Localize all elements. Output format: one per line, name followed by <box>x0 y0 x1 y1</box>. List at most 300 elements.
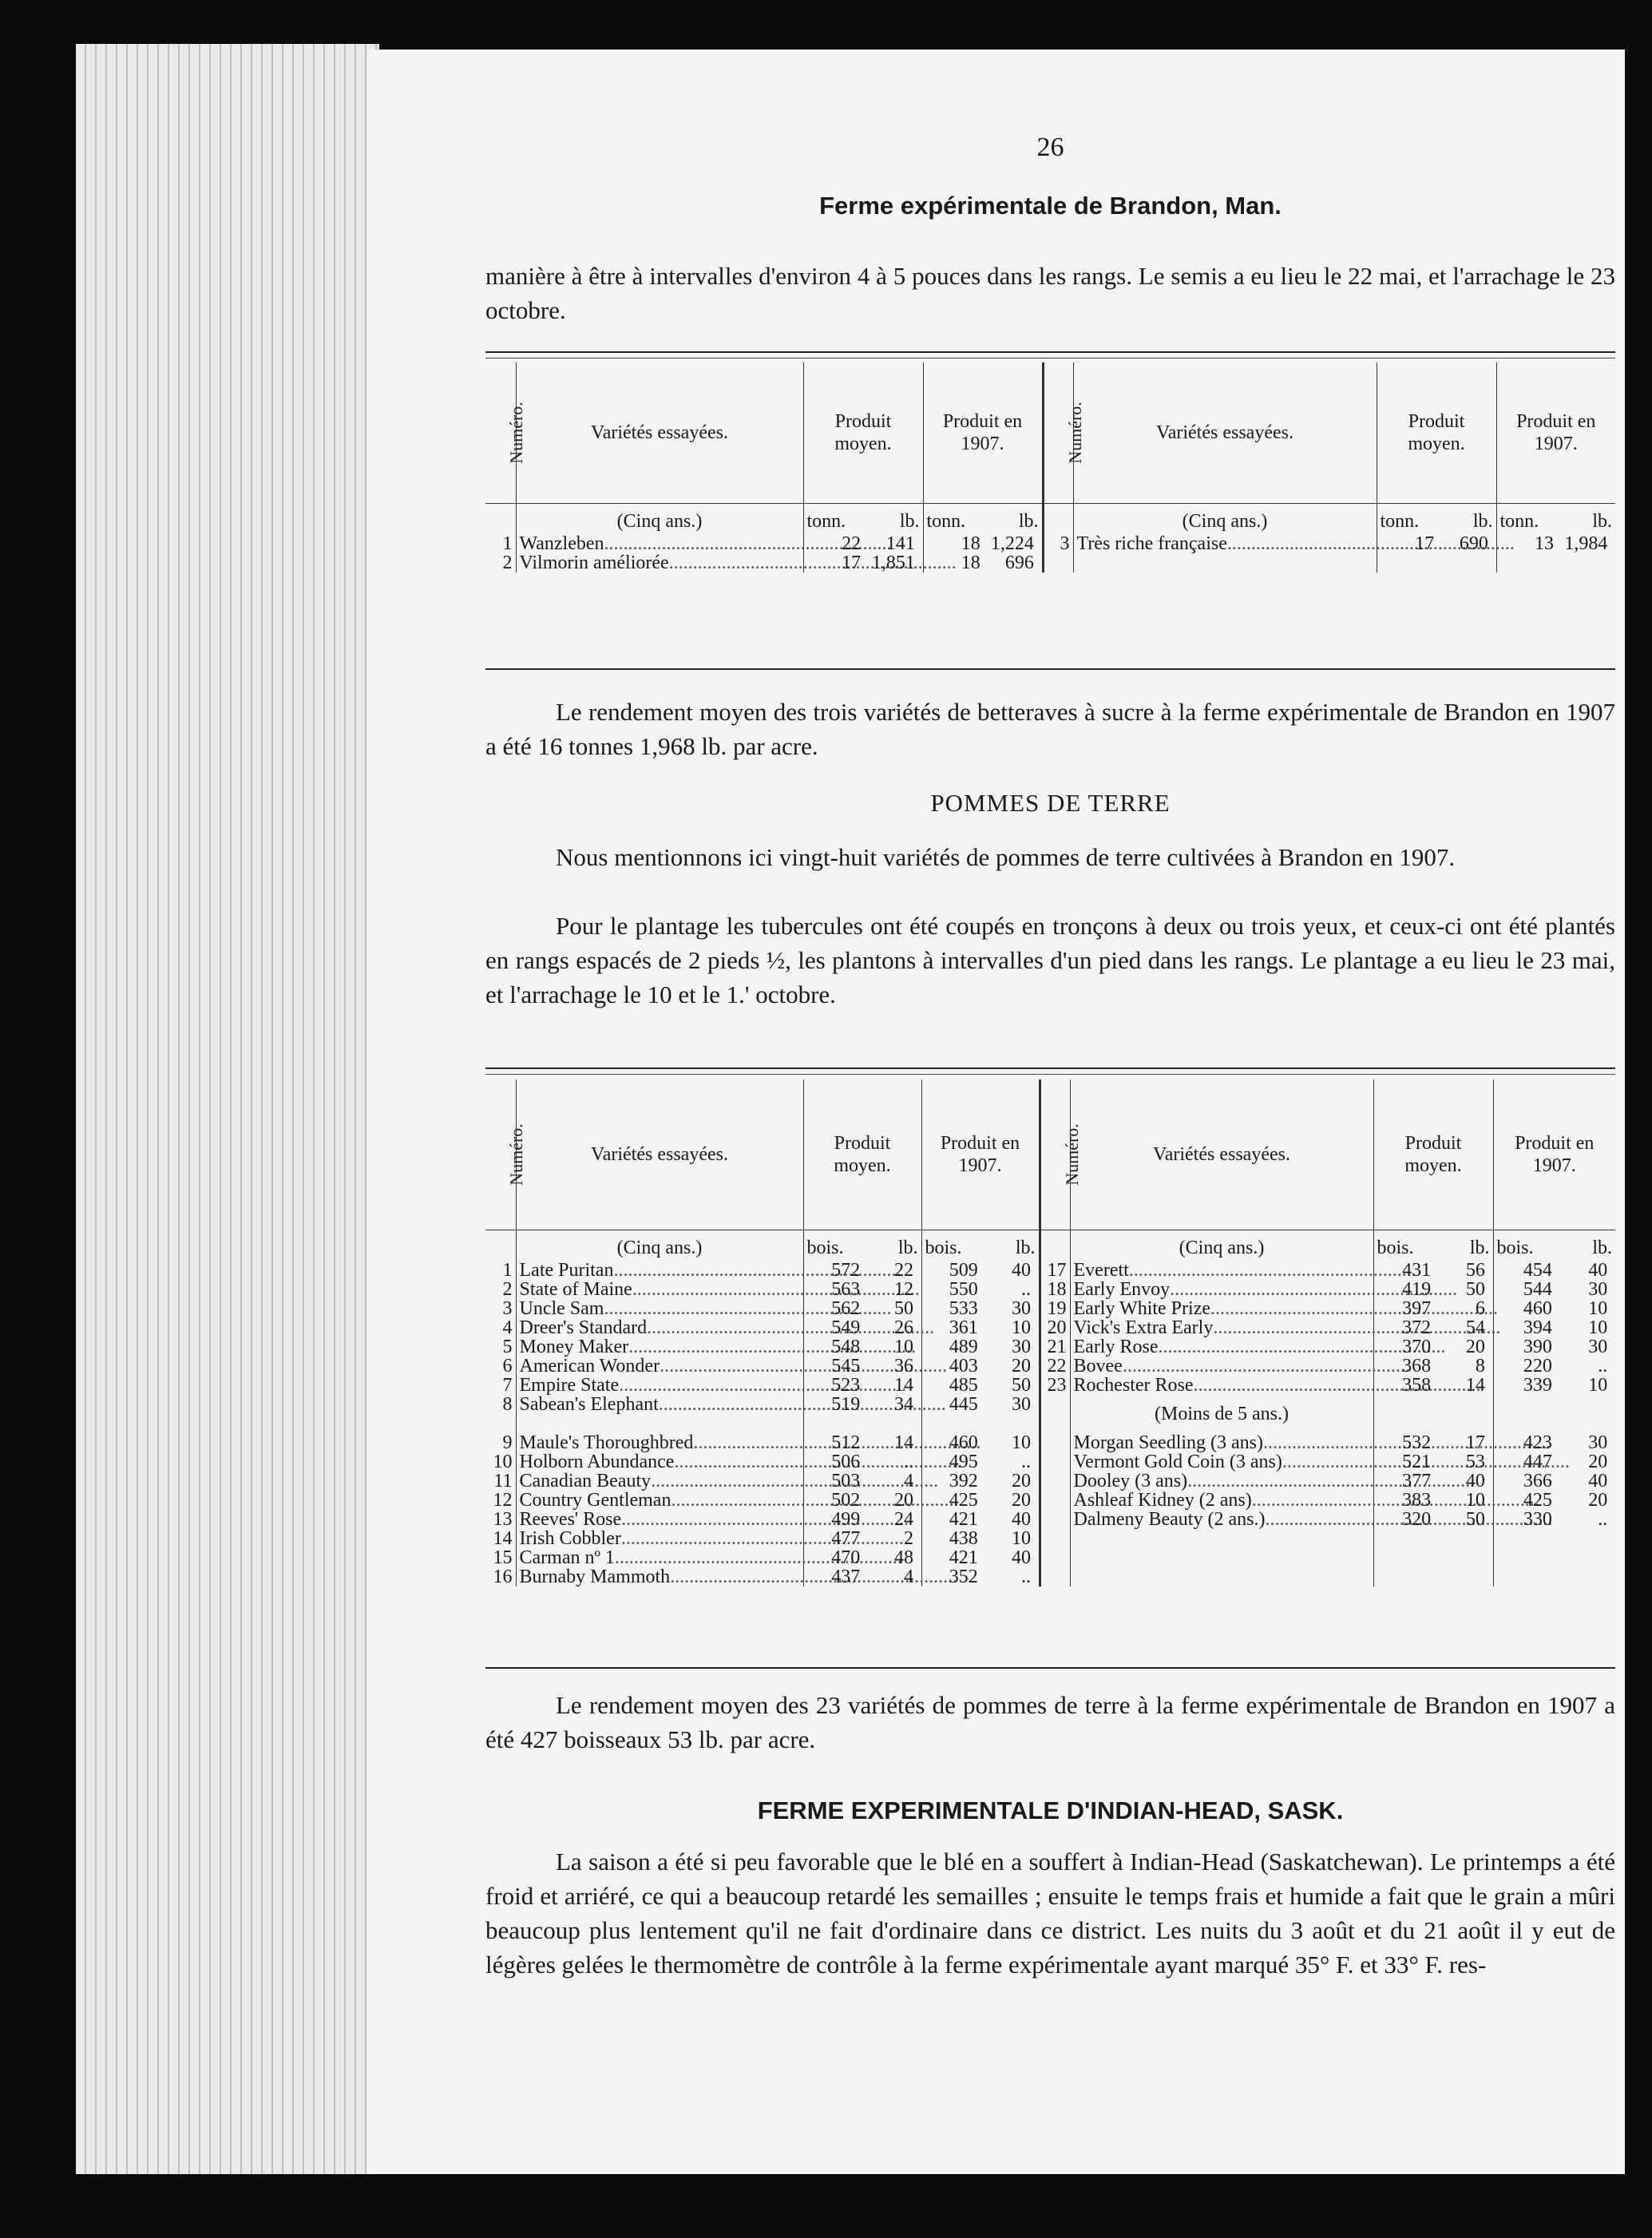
header-avg-yield: Produit moyen. <box>803 1079 921 1230</box>
value: 460 <box>949 1432 978 1453</box>
row-number: 15 <box>485 1548 516 1567</box>
potato-yield-table <box>485 1079 1615 1586</box>
book-page-edges <box>76 44 379 2174</box>
value: 18 <box>961 552 981 573</box>
empty-cell <box>1070 1567 1373 1586</box>
average-yield <box>1373 1452 1493 1472</box>
header-avg-yield: Produit moyen. <box>1377 362 1496 503</box>
row-number: 23 <box>1040 1376 1070 1395</box>
table-row <box>485 1491 1615 1510</box>
value: 383 <box>1402 1489 1432 1511</box>
value: 470 <box>831 1547 861 1568</box>
value: 40 <box>1588 1259 1608 1281</box>
value: 10 <box>893 1336 913 1357</box>
value: 220 <box>1523 1355 1552 1376</box>
section-heading-potatoes: POMMES DE TERRE <box>930 789 1171 817</box>
page-number: 26 <box>1036 133 1064 162</box>
empty-cell <box>1493 1395 1615 1433</box>
value: 454 <box>1523 1259 1552 1281</box>
yield-1907 <box>1493 1299 1615 1318</box>
value: 421 <box>949 1508 978 1530</box>
variety-name: Money Maker ..... <box>516 1337 803 1357</box>
subheading: (Cinq ans.) <box>1070 1230 1373 1261</box>
potato-paragraph-1: Nous mentionnons ici vingt-huit variétés de pommes de terre cultivées à Brandon en 1907. <box>556 843 1456 871</box>
value: 10 <box>1011 1432 1031 1453</box>
yield-1907 <box>923 534 1043 553</box>
document-page <box>367 50 1625 2174</box>
value: 330 <box>1523 1508 1552 1530</box>
value: 368 <box>1402 1355 1432 1376</box>
value: 397 <box>1402 1297 1432 1319</box>
unit-label: bois. <box>925 1237 962 1258</box>
value: 392 <box>949 1470 978 1491</box>
yield-1907 <box>1493 1376 1615 1395</box>
value: 17 <box>1415 533 1435 554</box>
header-number: Numéro. <box>485 1079 516 1230</box>
yield-1907 <box>921 1261 1040 1280</box>
table-row <box>485 1376 1615 1395</box>
value: 690 <box>1459 533 1488 554</box>
value: 519 <box>831 1393 861 1415</box>
empty-cell <box>1373 1395 1493 1433</box>
table-row <box>485 1472 1615 1491</box>
yield-1907 <box>1493 1472 1615 1491</box>
yield-1907 <box>923 553 1043 572</box>
header-variety: Variétés essayées. <box>516 1079 803 1230</box>
row-number: 10 <box>485 1452 516 1472</box>
value: 17 <box>842 552 862 573</box>
yield-1907 <box>1493 1261 1615 1280</box>
average-yield <box>803 534 923 553</box>
table-row <box>485 1261 1615 1280</box>
yield-1907 <box>921 1299 1040 1318</box>
table-bottom-rule <box>485 1667 1615 1669</box>
unit-label: lb. <box>1472 510 1493 532</box>
variety-name: Holborn Abundance ..... <box>516 1452 803 1472</box>
empty-cell <box>1496 553 1615 572</box>
row-number: 4 <box>485 1318 516 1337</box>
value: 485 <box>949 1374 978 1396</box>
value: 509 <box>949 1259 978 1281</box>
value: 352 <box>949 1566 978 1587</box>
value: 20 <box>1011 1355 1031 1376</box>
header-variety: Variétés essayées. <box>1070 1079 1373 1230</box>
variety-name: Late Puritan ..... <box>516 1261 803 1280</box>
unit-label: tonn. <box>806 510 846 532</box>
table-row <box>485 553 1615 572</box>
value: .. <box>1598 1355 1608 1376</box>
yield-1907 <box>921 1529 1040 1548</box>
empty-cell <box>1377 553 1496 572</box>
value: 403 <box>949 1355 978 1376</box>
value: .. <box>1020 1566 1031 1587</box>
value: 40 <box>1588 1470 1608 1491</box>
value: 550 <box>949 1278 978 1300</box>
value: 17 <box>1465 1432 1485 1453</box>
value: 445 <box>949 1393 978 1415</box>
value: 394 <box>1523 1317 1552 1338</box>
variety-name: Vilmorin améliorée ..... <box>516 553 803 572</box>
header-yield-1907: Produit en 1907. <box>923 362 1043 503</box>
average-yield <box>1373 1472 1493 1491</box>
variety-name: Dreer's Standard ..... <box>516 1318 803 1337</box>
yield-1907 <box>1493 1357 1615 1376</box>
variety-name: Rochester Rose ..... <box>1070 1376 1373 1395</box>
empty-cell <box>1070 1548 1373 1567</box>
value: 532 <box>1402 1432 1432 1453</box>
table-row <box>485 1318 1615 1337</box>
row-number: 7 <box>485 1376 516 1395</box>
value: 423 <box>1523 1432 1552 1453</box>
value: 366 <box>1523 1470 1552 1491</box>
unit-label: lb. <box>897 1237 918 1258</box>
value: 1,851 <box>871 552 915 573</box>
empty-cell <box>1073 553 1377 572</box>
variety-name: Country Gentleman ..... <box>516 1491 803 1510</box>
table-row <box>485 1567 1615 1586</box>
header-number: Numéro. <box>1043 362 1073 503</box>
value: 50 <box>1011 1374 1031 1396</box>
value: 521 <box>1402 1451 1432 1472</box>
value: 6 <box>1475 1297 1485 1319</box>
value: 36 <box>893 1355 913 1376</box>
row-number: 2 <box>485 1280 516 1299</box>
row-number: 6 <box>485 1357 516 1376</box>
subheading: (Cinq ans.) <box>1073 503 1377 534</box>
value: 40 <box>1011 1259 1031 1281</box>
row-number: 5 <box>485 1337 516 1357</box>
unit-label: lb. <box>1015 1237 1036 1258</box>
average-yield <box>803 1433 921 1452</box>
subheading: (Cinq ans.) <box>516 1230 803 1261</box>
value: 320 <box>1402 1508 1432 1530</box>
table-row <box>485 1548 1615 1567</box>
header-yield-1907: Produit en 1907. <box>921 1079 1040 1230</box>
unit-label: bois. <box>806 1237 844 1258</box>
value: 18 <box>961 533 981 554</box>
variety-name: Ashleaf Kidney (2 ans) ..... <box>1070 1491 1373 1510</box>
empty-cell <box>1373 1548 1493 1567</box>
table-top-rule <box>485 1068 1615 1069</box>
value: 477 <box>831 1527 861 1549</box>
empty-cell <box>1070 1529 1373 1548</box>
row-number: 16 <box>485 1567 516 1586</box>
table-row <box>485 1395 1615 1433</box>
row-number: 21 <box>1040 1337 1070 1357</box>
value: 390 <box>1523 1336 1552 1357</box>
variety-name: Early Envoy ..... <box>1070 1280 1373 1299</box>
variety-name: Vermont Gold Coin (3 ans) ..... <box>1070 1452 1373 1472</box>
row-number: 3 <box>1043 534 1073 553</box>
value: 502 <box>831 1489 861 1511</box>
variety-name: Dooley (3 ans) ..... <box>1070 1472 1373 1491</box>
section-heading-indian-head: FERME EXPERIMENTALE D'INDIAN-HEAD, SASK. <box>757 1796 1344 1824</box>
value: 563 <box>831 1278 861 1300</box>
value: 24 <box>893 1508 913 1530</box>
value: 377 <box>1402 1470 1432 1491</box>
yield-1907 <box>1493 1452 1615 1472</box>
average-yield <box>1373 1433 1493 1452</box>
value: 545 <box>831 1355 861 1376</box>
average-yield <box>803 1472 921 1491</box>
value: 30 <box>1011 1336 1031 1357</box>
value: 141 <box>885 533 915 554</box>
value: 10 <box>1588 1374 1608 1396</box>
variety-name: Morgan Seedling (3 ans) ..... <box>1070 1433 1373 1452</box>
beet-yield-table <box>485 362 1615 572</box>
header-avg-yield: Produit moyen. <box>803 362 923 503</box>
variety-name: Canadian Beauty ..... <box>516 1472 803 1491</box>
row-number <box>1040 1433 1070 1452</box>
value: 438 <box>949 1527 978 1549</box>
value: 10 <box>1588 1317 1608 1338</box>
value: 696 <box>1004 552 1034 573</box>
variety-name: Vick's Extra Early ..... <box>1070 1318 1373 1337</box>
value: .. <box>1020 1278 1031 1300</box>
value: 56 <box>1465 1259 1485 1281</box>
row-number: 11 <box>485 1472 516 1491</box>
table-row <box>485 1433 1615 1452</box>
yield-1907 <box>921 1472 1040 1491</box>
value: 48 <box>893 1547 913 1568</box>
unit-label: lb. <box>1018 510 1039 532</box>
value: 512 <box>831 1432 861 1453</box>
value: 20 <box>1011 1470 1031 1491</box>
value: 30 <box>1588 1278 1608 1300</box>
value: 495 <box>949 1451 978 1472</box>
variety-name: Early White Prize ..... <box>1070 1299 1373 1318</box>
average-yield <box>1373 1510 1493 1529</box>
average-yield <box>803 1567 921 1586</box>
average-yield <box>803 1529 921 1548</box>
variety-name: Irish Cobbler ..... <box>516 1529 803 1548</box>
value: 30 <box>1011 1393 1031 1415</box>
value: 431 <box>1402 1259 1432 1281</box>
row-number <box>1040 1452 1070 1472</box>
average-yield <box>1373 1376 1493 1395</box>
header-number: Numéro. <box>485 362 516 503</box>
table-row <box>485 1452 1615 1472</box>
value: 4 <box>903 1470 913 1491</box>
yield-1907 <box>921 1337 1040 1357</box>
value: 544 <box>1523 1278 1552 1300</box>
table-row <box>485 1510 1615 1529</box>
value: 10 <box>1588 1297 1608 1319</box>
unit-label: lb. <box>1592 1237 1612 1258</box>
average-yield <box>803 1357 921 1376</box>
value: 40 <box>1011 1547 1031 1568</box>
row-number: 14 <box>485 1529 516 1548</box>
variety-name: Sabean's Elephant ..... <box>516 1395 803 1433</box>
empty-cell <box>1373 1567 1493 1586</box>
variety-name: Early Rose ..... <box>1070 1337 1373 1357</box>
yield-1907 <box>921 1567 1040 1586</box>
empty-cell <box>1040 1548 1070 1567</box>
value: 2 <box>903 1527 913 1549</box>
unit-label: lb. <box>899 510 920 532</box>
subheading: (Cinq ans.) <box>516 503 803 534</box>
value: 10 <box>1011 1527 1031 1549</box>
table-row <box>485 1337 1615 1357</box>
unit-label: lb. <box>1469 1237 1490 1258</box>
potato-summary: Le rendement moyen des 23 variétés de pommes de terre à la ferme expérimentale de Brandon en 1907 a été 427 boisseaux 53 lb. par acre. <box>485 1691 1615 1753</box>
value: 10 <box>1011 1317 1031 1338</box>
variety-name: American Wonder ..... <box>516 1357 803 1376</box>
average-yield <box>1373 1491 1493 1510</box>
value: 30 <box>1011 1297 1031 1319</box>
empty-cell <box>1373 1529 1493 1548</box>
value: 50 <box>1465 1508 1485 1530</box>
row-number: 9 <box>485 1433 516 1452</box>
value: 1,224 <box>990 533 1034 554</box>
beet-summary: Le rendement moyen des trois variétés de betteraves à sucre à la ferme expérimentale de Brandon en 1907 a été 16 tonnes 1,968 lb. par acre. <box>485 698 1615 760</box>
value: 523 <box>831 1374 861 1396</box>
table-bottom-rule <box>485 668 1615 670</box>
header-variety: Variétés essayées. <box>516 362 803 503</box>
yield-1907 <box>1493 1491 1615 1510</box>
value: 30 <box>1588 1432 1608 1453</box>
empty-cell <box>1040 1567 1070 1586</box>
table-top-rule <box>485 351 1615 353</box>
yield-1907 <box>921 1376 1040 1395</box>
table-top-rule-thin <box>485 1074 1615 1075</box>
average-yield <box>1373 1261 1493 1280</box>
value: 13 <box>1534 533 1554 554</box>
value: 14 <box>893 1432 913 1453</box>
yield-1907 <box>921 1433 1040 1452</box>
average-yield <box>1373 1337 1493 1357</box>
yield-1907 <box>1493 1280 1615 1299</box>
average-yield <box>803 1452 921 1472</box>
variety-name: Très riche française ..... <box>1073 534 1377 553</box>
subheading: (Moins de 5 ans.) <box>1070 1395 1373 1433</box>
value: 562 <box>831 1297 861 1319</box>
row-number: 8 <box>485 1395 516 1433</box>
variety-name: Burnaby Mammoth ..... <box>516 1567 803 1586</box>
yield-1907 <box>921 1357 1040 1376</box>
row-number: 12 <box>485 1491 516 1510</box>
average-yield <box>803 1491 921 1510</box>
row-number: 13 <box>485 1510 516 1529</box>
value: 339 <box>1523 1374 1552 1396</box>
variety-name: Uncle Sam ..... <box>516 1299 803 1318</box>
potato-paragraph-2: Pour le plantage les tubercules ont été coupés en tronçons à deux ou trois yeux, et ceux-ci ont été plantés en rangs espacés de 2 pieds ½, les plantons à intervalles d'un pied dans les rangs. Le plantage a eu lieu le 23 mai, et l'arrachage le 10 et le 1.' octobre. <box>485 912 1615 1008</box>
value: 533 <box>949 1297 978 1319</box>
value: 22 <box>842 533 862 554</box>
value: 425 <box>949 1489 978 1511</box>
value: 8 <box>1475 1355 1485 1376</box>
value: 20 <box>1465 1336 1485 1357</box>
value: 14 <box>1465 1374 1485 1396</box>
value: .. <box>903 1451 913 1472</box>
value: 54 <box>1465 1317 1485 1338</box>
yield-1907 <box>921 1548 1040 1567</box>
variety-name: Reeves' Rose ..... <box>516 1510 803 1529</box>
average-yield <box>1377 534 1496 553</box>
running-head: Ferme expérimentale de Brandon, Man. <box>819 192 1282 220</box>
average-yield <box>803 1318 921 1337</box>
variety-name: Bovee ..... <box>1070 1357 1373 1376</box>
average-yield <box>1373 1299 1493 1318</box>
row-number: 1 <box>485 534 516 553</box>
row-number: 2 <box>485 553 516 572</box>
variety-name: Maule's Thoroughbred ..... <box>516 1433 803 1452</box>
unit-label: tonn. <box>1380 510 1420 532</box>
value: 26 <box>893 1317 913 1338</box>
value: 14 <box>893 1374 913 1396</box>
value: .. <box>1598 1508 1608 1530</box>
value: 489 <box>949 1336 978 1357</box>
value: 34 <box>893 1393 913 1415</box>
variety-name: Empire State ..... <box>516 1376 803 1395</box>
row-number <box>1040 1510 1070 1529</box>
yield-1907 <box>921 1452 1040 1472</box>
variety-name: Wanzleben ..... <box>516 534 803 553</box>
value: 50 <box>893 1297 913 1319</box>
average-yield <box>1373 1318 1493 1337</box>
yield-1907 <box>921 1318 1040 1337</box>
empty-cell <box>1043 553 1073 572</box>
row-number <box>1040 1491 1070 1510</box>
value: 419 <box>1402 1278 1432 1300</box>
value: 4 <box>903 1566 913 1587</box>
empty-cell <box>1493 1548 1615 1567</box>
variety-name: Dalmeny Beauty (2 ans.) ..... <box>1070 1510 1373 1529</box>
average-yield <box>803 1261 921 1280</box>
value: 20 <box>1588 1489 1608 1511</box>
indian-head-paragraph: La saison a été si peu favorable que le blé en a souffert à Indian-Head (Saskatchewan). Le printemps a été froid et arriéré, ce qui a beaucoup retardé les semailles ; ensuite le temps frais et humide a fait que le grain a mûri beaucoup plus lentement qu'il ne fait d'ordinaire dans ce district. Les nuits du 3 août et du 21 août il y eut de légères gelées le thermomètre de contrôle à la ferme expérimentale ayant marqué 35° F. et 33° F. res- <box>485 1848 1615 1979</box>
value: 361 <box>949 1317 978 1338</box>
row-number: 18 <box>1040 1280 1070 1299</box>
table-row <box>485 1357 1615 1376</box>
unit-label: tonn. <box>1499 510 1539 532</box>
variety-name: Everett ..... <box>1070 1261 1373 1280</box>
intro-paragraph: manière à être à intervalles d'environ 4 à 5 pouces dans les rangs. Le semis a eu lieu le 22 mai, et l'arrachage le 23 octobre. <box>485 262 1615 324</box>
value: 548 <box>831 1336 861 1357</box>
empty-cell <box>1493 1567 1615 1586</box>
yield-1907 <box>1496 534 1615 553</box>
value: 506 <box>831 1451 861 1472</box>
row-number: 22 <box>1040 1357 1070 1376</box>
header-avg-yield: Produit moyen. <box>1373 1079 1493 1230</box>
table-row <box>485 1280 1615 1299</box>
header-yield-1907: Produit en 1907. <box>1496 362 1615 503</box>
average-yield <box>803 1280 921 1299</box>
row-number <box>1040 1472 1070 1491</box>
yield-1907 <box>1493 1337 1615 1357</box>
value: 572 <box>831 1259 861 1281</box>
value: 358 <box>1402 1374 1432 1396</box>
row-number: 3 <box>485 1299 516 1318</box>
value: 22 <box>893 1259 913 1281</box>
value: 425 <box>1523 1489 1552 1511</box>
yield-1907 <box>921 1510 1040 1529</box>
value: 50 <box>1465 1278 1485 1300</box>
variety-name: Carman nº 1 ..... <box>516 1548 803 1567</box>
value: 421 <box>949 1547 978 1568</box>
table-row <box>485 534 1615 553</box>
value: 460 <box>1523 1297 1552 1319</box>
unit-label: lb. <box>1592 510 1612 532</box>
yield-1907 <box>1493 1510 1615 1529</box>
value: .. <box>1020 1451 1031 1472</box>
value: 370 <box>1402 1336 1432 1357</box>
value: 20 <box>1011 1489 1031 1511</box>
average-yield <box>803 1548 921 1567</box>
yield-1907 <box>1493 1318 1615 1337</box>
average-yield <box>803 553 923 572</box>
value: 12 <box>893 1278 913 1300</box>
